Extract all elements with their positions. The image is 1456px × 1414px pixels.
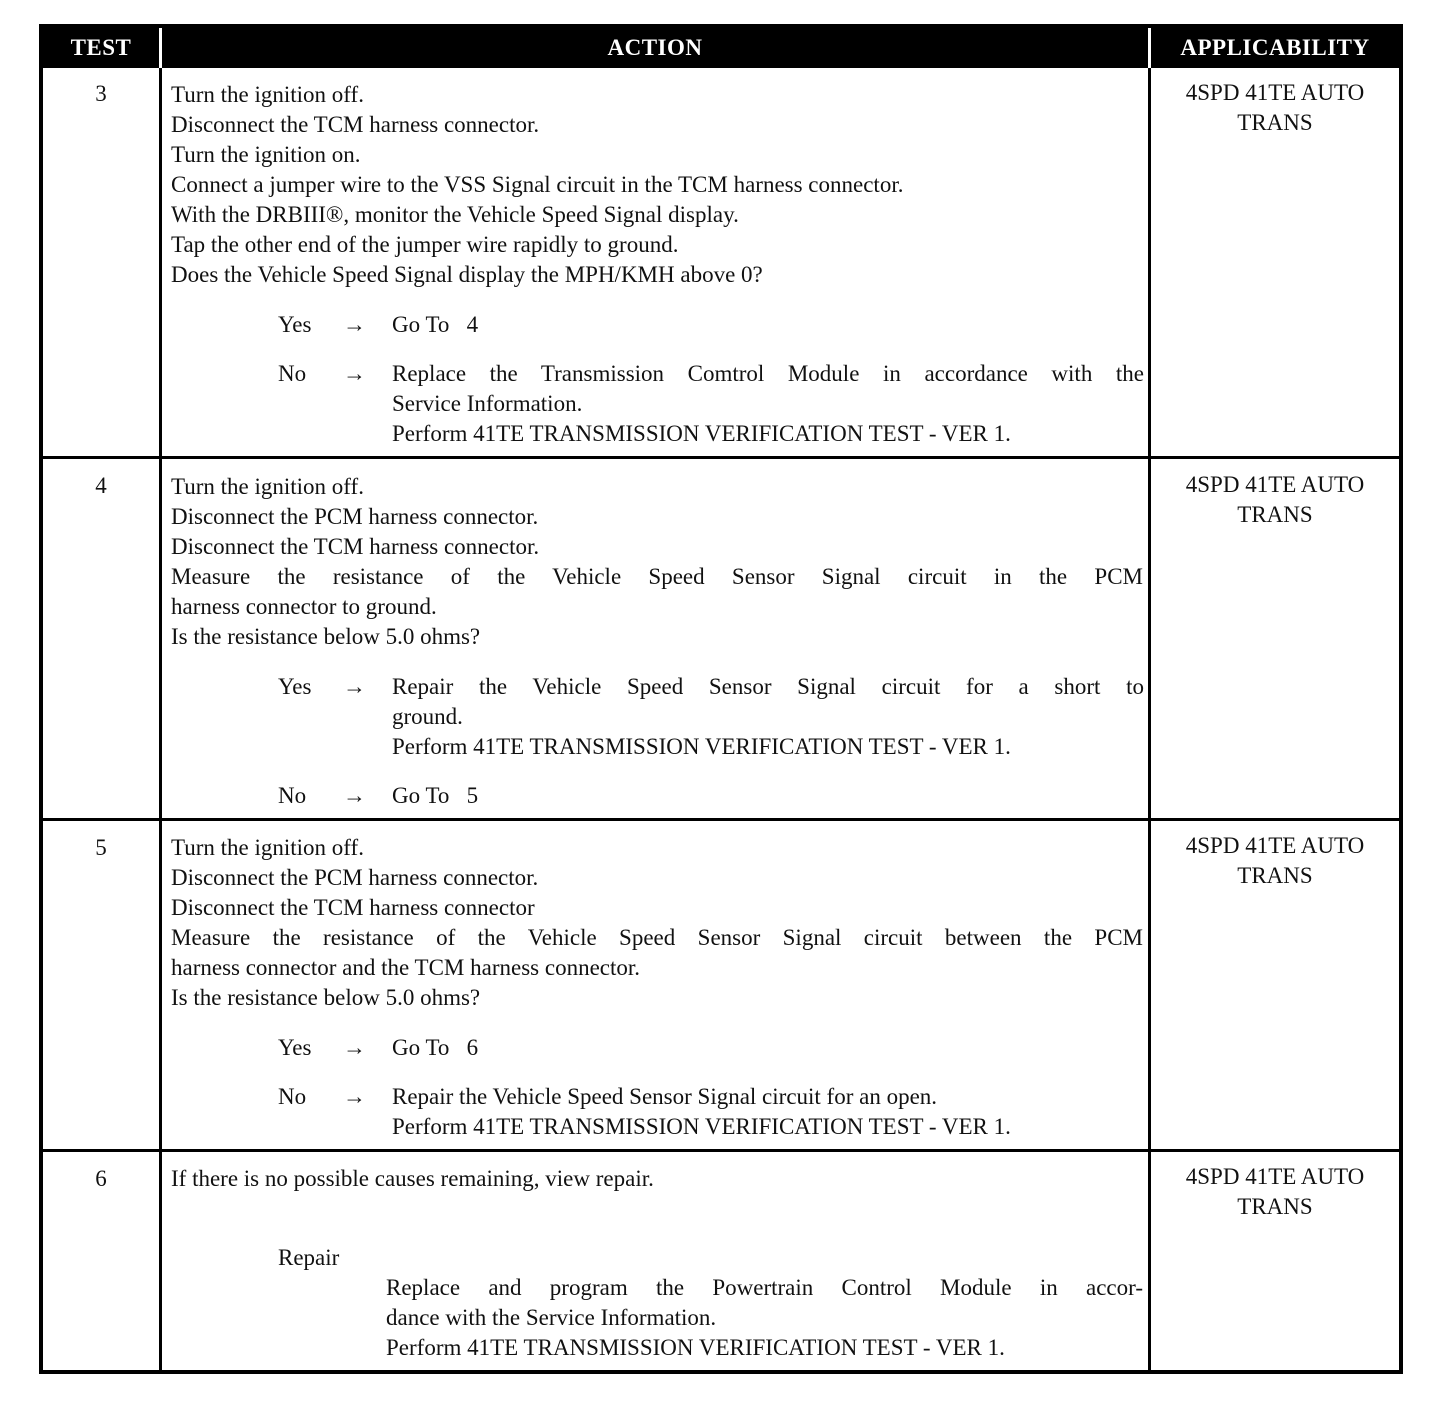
header-applicability: APPLICABILITY [1151, 28, 1399, 68]
branch-text [392, 1033, 1142, 1063]
header-test: TEST [43, 28, 159, 68]
applicability-cell [1151, 470, 1399, 530]
branch-line: Perform 41TE TRANSMISSION VERIFICATION TEST - VER 1. [392, 1114, 1011, 1139]
branch-line: ground. [392, 704, 463, 729]
branch-text [392, 1082, 1144, 1142]
step-text: If there is no possible causes remaining, view repair. [171, 1166, 654, 1191]
branch-line: Perform 41TE TRANSMISSION VERIFICATION TEST - VER 1. [392, 734, 1011, 759]
yes-label: Yes [278, 1035, 312, 1060]
right-arrow-icon: → [343, 361, 366, 386]
branch-line: Service Information. [392, 391, 583, 416]
applicability-text: TRANS [1237, 863, 1313, 888]
step-text: Connect a jumper wire to the VSS Signal circuit in the TCM harness connector. [171, 172, 904, 197]
applicability-text: TRANS [1237, 502, 1313, 527]
right-arrow-icon: → [343, 1084, 366, 1109]
row-divider [43, 818, 1399, 821]
step-text: Is the resistance below 5.0 ohms? [171, 624, 481, 649]
step-text: Disconnect the PCM harness connector. [171, 504, 539, 529]
branch-line: Go To 6 [392, 1035, 479, 1060]
right-arrow-icon: → [343, 312, 366, 337]
branch-line: Go To 4 [392, 312, 479, 337]
column-divider-test [159, 68, 162, 1370]
step-text: With the DRBIII®, monitor the Vehicle Speed Signal display. [171, 202, 739, 227]
row-divider [43, 1149, 1399, 1152]
action-steps [171, 80, 1143, 290]
branch-line: Replace the Transmission Comtrol Module in accordance with the [392, 361, 1144, 386]
applicability-cell [1151, 78, 1399, 138]
no-label: No [278, 1084, 307, 1109]
row-divider [43, 456, 1399, 459]
step-text: Is the resistance below 5.0 ohms? [171, 985, 481, 1010]
applicability-text: 4SPD 41TE AUTO [1185, 80, 1365, 105]
branch-line: Perform 41TE TRANSMISSION VERIFICATION TEST - VER 1. [392, 421, 1011, 446]
yes-label: Yes [278, 312, 312, 337]
step-text: Turn the ignition off. [171, 474, 364, 499]
branch-line: Repair the Vehicle Speed Sensor Signal circuit for a short to [392, 674, 1144, 699]
step-text: Disconnect the TCM harness connector. [171, 112, 540, 137]
step-text: Disconnect the TCM harness connector [171, 895, 535, 920]
step-text: Turn the ignition on. [171, 142, 361, 167]
step-text: Disconnect the PCM harness connector. [171, 865, 539, 890]
step-text: Measure the resistance of the Vehicle Speed Sensor Signal circuit in the PCM [171, 564, 1143, 589]
applicability-text: 4SPD 41TE AUTO [1185, 1164, 1365, 1189]
test-number: 3 [95, 81, 107, 106]
yes-label: Yes [278, 674, 312, 699]
branch-text [392, 359, 1144, 449]
right-arrow-icon: → [343, 783, 366, 808]
branch-text [392, 672, 1144, 762]
branch-line: dance with the Service Information. [386, 1305, 717, 1330]
step-text: Does the Vehicle Speed Signal display the MPH/KMH above 0? [171, 262, 763, 287]
action-steps [171, 472, 1143, 652]
step-text: harness connector and the TCM harness connector. [171, 955, 641, 980]
applicability-text: TRANS [1237, 110, 1313, 135]
step-text: Tap the other end of the jumper wire rapidly to ground. [171, 232, 679, 257]
step-text: Turn the ignition off. [171, 82, 364, 107]
no-label: No [278, 361, 307, 386]
action-steps [171, 1164, 1143, 1194]
test-number: 5 [95, 835, 107, 860]
applicability-text: 4SPD 41TE AUTO [1185, 472, 1365, 497]
branch-line: Perform 41TE TRANSMISSION VERIFICATION TEST - VER 1. [386, 1335, 1005, 1360]
diagnostic-test-table [39, 24, 1403, 1374]
applicability-cell [1151, 831, 1399, 891]
applicability-text: 4SPD 41TE AUTO [1185, 833, 1365, 858]
step-text: harness connector to ground. [171, 594, 437, 619]
branch-line: Go To 5 [392, 783, 479, 808]
step-text: Measure the resistance of the Vehicle Speed Sensor Signal circuit between the PCM [171, 925, 1143, 950]
no-label: No [278, 783, 307, 808]
step-text: Turn the ignition off. [171, 835, 364, 860]
test-number: 6 [95, 1166, 107, 1191]
branch-line: Replace and program the Powertrain Control Module in accor- [386, 1275, 1143, 1300]
step-text: Disconnect the TCM harness connector. [171, 534, 540, 559]
repair-label: Repair [278, 1245, 340, 1270]
applicability-text: TRANS [1237, 1194, 1313, 1219]
branch-text [392, 310, 1142, 340]
test-number: 4 [95, 473, 107, 498]
header-action: ACTION [162, 28, 1148, 68]
branch-text [386, 1273, 1143, 1363]
applicability-cell [1151, 1162, 1399, 1222]
branch-text [392, 781, 1142, 811]
action-steps [171, 833, 1143, 1013]
right-arrow-icon: → [343, 674, 366, 699]
right-arrow-icon: → [343, 1035, 366, 1060]
branch-line: Repair the Vehicle Speed Sensor Signal circuit for an open. [392, 1084, 938, 1109]
